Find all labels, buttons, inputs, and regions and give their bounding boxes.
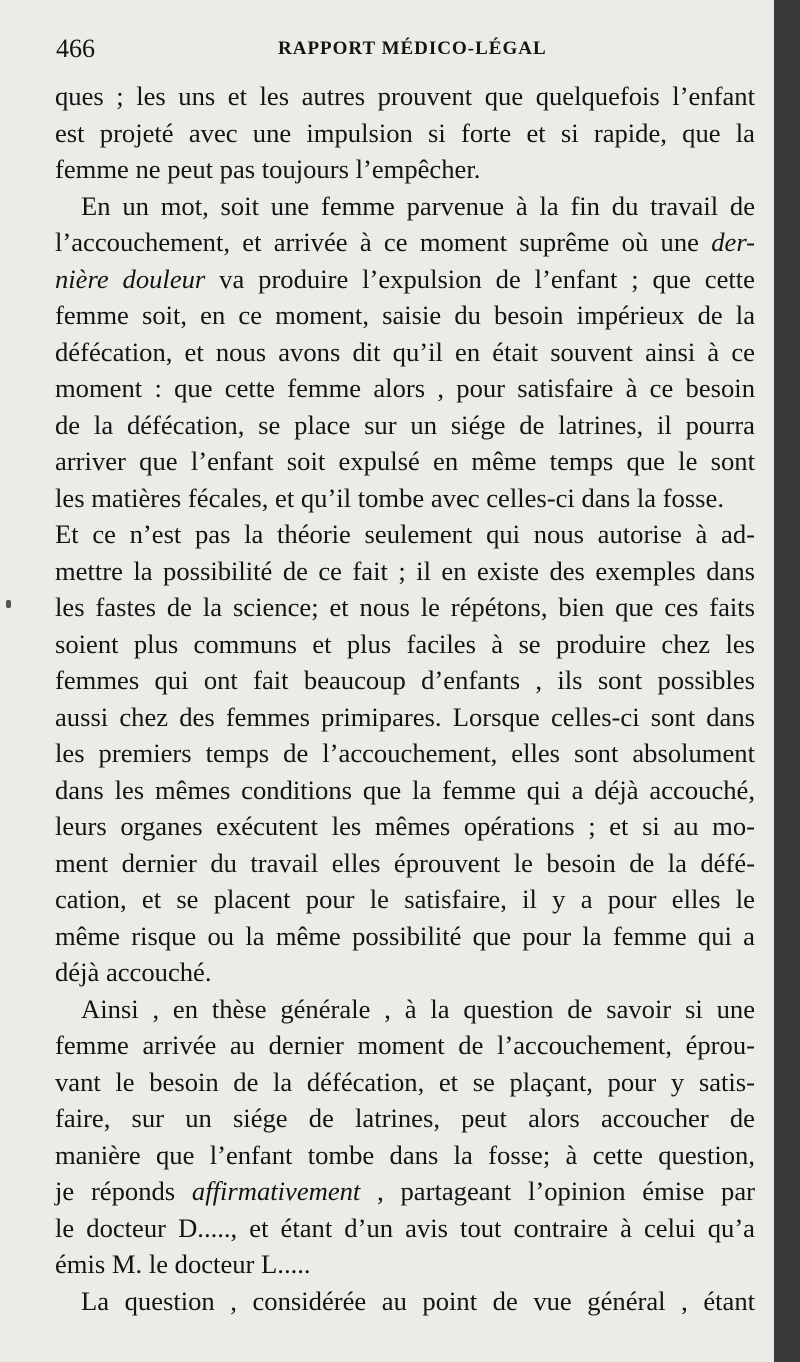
italic-text: affirmativement [191,1176,361,1206]
text-segment: En un mot, soit une femme parvenue à la fin du travail de [81,190,755,221]
text-segment: leurs organes exécutent les mêmes opérations ; et si au mo- [55,811,755,841]
text-line [55,480,755,517]
text-segment: femme soit, en ce moment, saisie du besoin impérieux de la [55,300,755,330]
text-segment: l’accouchement, et arrivée à ce moment suprême où une [55,227,712,257]
text-segment: manière que l’enfant tombe dans la fosse; à cette question, [55,1139,755,1170]
text-segment: va produire l’expulsion de l’enfant ; que cette [205,263,755,294]
page-number: 466 [56,34,95,63]
text-segment: les matières fécales, et qu’il tombe avec celles-ci dans la fosse. [55,482,724,513]
text-segment: mettre la possibilité de ce fait ; il en existe des exemples dans [55,555,755,586]
text-segment: cation, et se placent pour le satisfaire, il y a pour elles le [55,884,755,914]
text-segment: arriver que l’enfant soit expulsé en même temps que le sont [55,446,755,476]
body-text [55,78,755,1319]
text-line [55,151,755,188]
text-segment: , partageant l’opinion émise par [360,1176,756,1206]
text-segment: ques ; les uns et les autres prouvent que quelquefois l’enfant [55,81,755,111]
text-line [55,991,755,1028]
text-line [55,224,755,261]
text-segment: dans les mêmes conditions que la femme qui a déjà accouché, [55,774,755,805]
text-segment: faire, sur un siége de latrines, peut alors accoucher de [55,1103,755,1133]
scan-edge [774,0,800,1362]
text-line [55,443,755,480]
text-line [55,115,755,152]
text-line [55,1027,755,1064]
text-segment: Et ce n’est pas la théorie seulement qui nous autorise à ad- [55,519,755,549]
page-header [56,34,756,74]
text-segment: même risque ou la même possibilité que pour la femme qui a [55,920,755,951]
text-segment: les premiers temps de l’accouchement, elles sont absolument [55,738,755,768]
text-line [55,188,755,225]
text-segment: je réponds [55,1176,192,1206]
text-segment: femme ne peut pas toujours l’empêcher. [55,154,481,184]
text-segment: ment dernier du travail elles éprouvent le besoin de la défé- [55,847,755,878]
text-segment: femmes qui ont fait beaucoup d’enfants , ils sont possibles [55,665,755,695]
margin-mark [6,600,11,608]
text-segment: La question , considérée au point de vue général , étant [81,1285,755,1316]
text-line [55,1173,755,1210]
text-line [55,772,755,809]
text-line [55,735,755,772]
italic-text: nière douleur [55,263,206,294]
text-line [55,1137,755,1174]
text-line [55,589,755,626]
italic-text: der- [711,227,755,257]
text-segment: femme arrivée au dernier moment de l’accouchement, éprou- [55,1030,755,1060]
text-segment: les fastes de la science; et nous le répétons, bien que ces faits [55,592,755,622]
text-segment: Ainsi , en thèse générale , à la question de savoir si une [81,993,755,1024]
text-line [55,553,755,590]
text-segment: aussi chez des femmes primipares. Lorsque celles-ci sont dans [55,701,755,732]
text-line [55,407,755,444]
text-line [55,954,755,991]
text-line [55,1064,755,1101]
text-line [55,1246,755,1283]
text-segment: moment : que cette femme alors , pour satisfaire à ce besoin [55,373,755,403]
text-line [55,334,755,371]
text-line [55,516,755,553]
text-line [55,845,755,882]
text-line [55,261,755,298]
text-line [55,370,755,407]
text-line [55,808,755,845]
text-segment: défécation, et nous avons dit qu’il en était souvent ainsi à ce [55,336,755,367]
text-line [55,1100,755,1137]
text-line [55,881,755,918]
text-segment: le docteur D....., et étant d’un avis tout contraire à celui qu’a [55,1212,755,1243]
text-line [55,297,755,334]
text-line [55,626,755,663]
text-line [55,1283,755,1320]
text-line [55,662,755,699]
text-segment: est projeté avec une impulsion si forte et si rapide, que la [55,117,755,148]
text-line [55,1210,755,1247]
text-line [55,699,755,736]
text-line [55,78,755,115]
text-segment: soient plus communs et plus faciles à se produire chez les [55,628,755,659]
running-head: RAPPORT MÉDICO-LÉGAL [278,38,547,59]
text-segment: de la défécation, se place sur un siége de latrines, il pourra [55,409,755,440]
text-line [55,918,755,955]
text-segment: vant le besoin de la défécation, et se plaçant, pour y satis- [55,1066,755,1097]
text-segment: déjà accouché. [55,957,212,987]
text-segment: émis M. le docteur L..... [55,1249,311,1279]
